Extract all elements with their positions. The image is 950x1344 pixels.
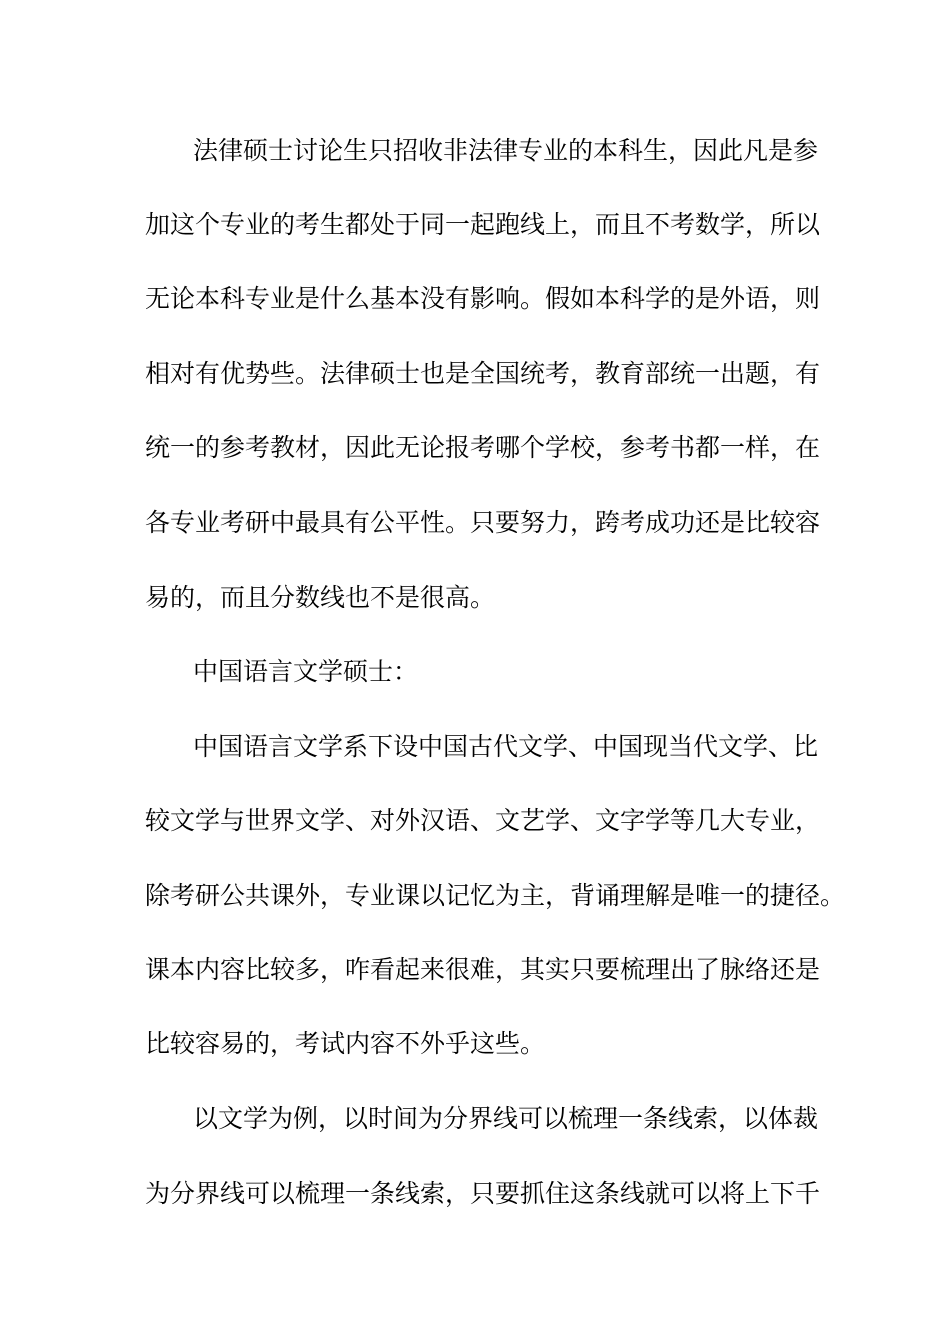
- text-line: [0, 205, 950, 245]
- line-text: 以文学为例，以时间为分界线可以梳理一条线索，以体裁: [193, 1104, 819, 1133]
- heading-text: 中国语言文学硕士：: [193, 657, 419, 686]
- text-line: [0, 1099, 950, 1139]
- text-line: [0, 1024, 950, 1064]
- section-heading: [0, 652, 950, 692]
- line-text: 中国语言文学系下设中国古代文学、中国现当代文学、比: [193, 732, 819, 761]
- line-text: 除考研公共课外，专业课以记忆为主，背诵理解是唯一的捷径。: [145, 881, 846, 910]
- text-line: [0, 801, 950, 841]
- text-line: [0, 131, 950, 171]
- line-text: 较文学与世界文学、对外汉语、文艺学、文字学等几大专业，: [145, 806, 821, 835]
- text-line: [0, 876, 950, 916]
- text-line: [0, 727, 950, 767]
- text-line: [0, 503, 950, 543]
- text-line: [0, 428, 950, 468]
- text-line: [0, 578, 950, 618]
- line-text: 相对有优势些。法律硕士也是全国统考，教育部统一出题，有: [145, 359, 821, 388]
- text-line: [0, 279, 950, 319]
- line-text: 统一的参考教材，因此无论报考哪个学校，参考书都一样，在: [145, 433, 821, 462]
- text-line: [0, 950, 950, 990]
- line-text: 比较容易的，考试内容不外乎这些。: [145, 1029, 546, 1058]
- line-text: 无论本科专业是什么基本没有影响。假如本科学的是外语，则: [145, 284, 821, 313]
- text-line: [0, 1174, 950, 1214]
- line-text: 易的，而且分数线也不是很高。: [145, 583, 496, 612]
- line-text: 加这个专业的考生都处于同一起跑线上，而且不考数学，所以: [145, 210, 821, 239]
- line-text: 各专业考研中最具有公平性。只要努力，跨考成功还是比较容: [145, 508, 821, 537]
- line-text: 为分界线可以梳理一条线索，只要抓住这条线就可以将上下千: [145, 1179, 821, 1208]
- line-text: 法律硕士讨论生只招收非法律专业的本科生，因此凡是参: [193, 136, 819, 165]
- line-text: 课本内容比较多，咋看起来很难，其实只要梳理出了脉络还是: [145, 955, 821, 984]
- text-line: [0, 354, 950, 394]
